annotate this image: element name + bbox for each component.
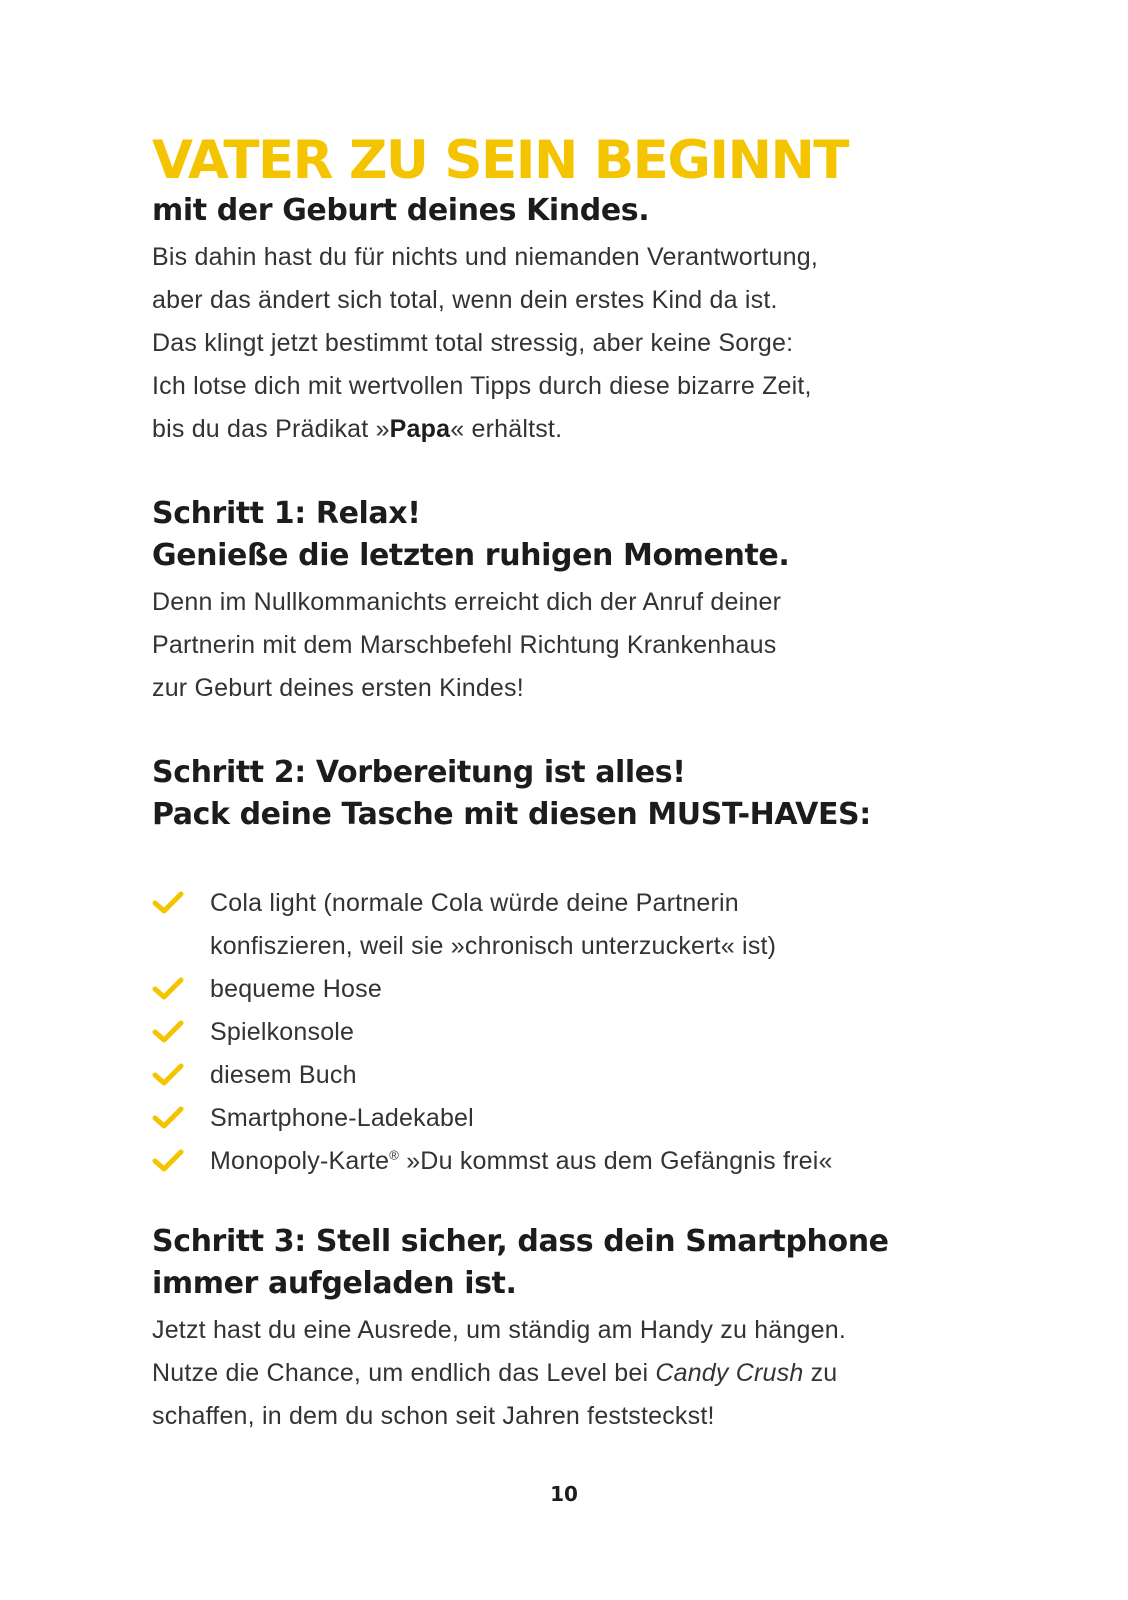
step-1-section xyxy=(152,493,982,710)
list-item-text: bequeme Hose xyxy=(210,975,382,1003)
check-icon xyxy=(152,976,184,1002)
step-3-line-1: Jetzt hast du eine Ausrede, um ständig am Handy zu hängen. xyxy=(152,1316,846,1344)
list-item-text: Smartphone-Ladekabel xyxy=(210,1104,474,1132)
list-item-text xyxy=(210,1140,982,1183)
step-1-heading-1: Schritt 1: Relax! xyxy=(152,496,421,531)
step-3-line-2 xyxy=(152,1352,982,1395)
check-icon xyxy=(152,890,184,916)
step-1-line-3: zur Geburt deines ersten Kindes! xyxy=(152,674,524,702)
candy-crush-italic: Candy Crush xyxy=(655,1359,804,1387)
list-item xyxy=(152,1011,982,1054)
page-title: VATER ZU SEIN BEGINNT xyxy=(152,130,848,191)
step-3-line-3: schaffen, in dem du schon seit Jahren feststeckst! xyxy=(152,1402,715,1430)
list-item-text-pre: Monopoly-Karte xyxy=(210,1147,390,1175)
step-1-heading-2: Genieße die letzten ruhigen Momente. xyxy=(152,538,790,573)
intro-paragraph xyxy=(152,236,982,451)
list-item xyxy=(152,1054,982,1097)
intro-papa-bold: Papa xyxy=(389,415,451,443)
check-icon xyxy=(152,1019,184,1045)
step-2-heading-2: Pack deine Tasche mit diesen MUST-HAVES: xyxy=(152,797,871,832)
list-item-text: diesem Buch xyxy=(210,1061,357,1089)
step-3-heading-2: immer aufgeladen ist. xyxy=(152,1266,517,1301)
step-3-line-2-pre: Nutze die Chance, um endlich das Level bei xyxy=(152,1359,656,1387)
step-3-paragraph xyxy=(152,1309,982,1438)
list-item xyxy=(152,1097,982,1140)
registered-mark: ® xyxy=(389,1147,400,1163)
list-item xyxy=(152,882,982,968)
step-3-heading-1: Schritt 3: Stell sicher, dass dein Smartphone xyxy=(152,1224,889,1259)
intro-line-4: Ich lotse dich mit wertvollen Tipps durch diese bizarre Zeit, xyxy=(152,372,812,400)
intro-line-1: Bis dahin hast du für nichts und niemanden Verantwortung, xyxy=(152,243,818,271)
step-2-section xyxy=(152,752,982,1183)
must-haves-list xyxy=(152,882,982,1183)
list-item-text: Spielkonsole xyxy=(210,1018,355,1046)
step-3-section xyxy=(152,1221,982,1438)
page-content xyxy=(152,128,982,1438)
intro-line-3: Das klingt jetzt bestimmt total stressig, aber keine Sorge: xyxy=(152,329,794,357)
intro-line-5-pre: bis du das Prädikat » xyxy=(152,415,390,443)
intro-line-2: aber das ändert sich total, wenn dein erstes Kind da ist. xyxy=(152,286,778,314)
list-item xyxy=(152,968,982,1011)
check-icon xyxy=(152,1148,184,1174)
intro-line-5-post: « erhältst. xyxy=(450,415,563,443)
list-item xyxy=(152,1140,982,1183)
page-subtitle: mit der Geburt deines Kindes. xyxy=(152,193,650,228)
list-item-line-1: Cola light (normale Cola würde deine Partnerin xyxy=(210,889,739,917)
list-item-text-post: »Du kommst aus dem Gefängnis frei« xyxy=(399,1147,833,1175)
check-icon xyxy=(152,1105,184,1131)
step-1-line-1: Denn im Nullkommanichts erreicht dich der Anruf deiner xyxy=(152,588,782,616)
list-item-line-2: konfiszieren, weil sie »chronisch unterzuckert« ist) xyxy=(210,932,777,960)
intro-line-5 xyxy=(152,408,982,451)
step-1-paragraph xyxy=(152,581,982,710)
check-icon xyxy=(152,1062,184,1088)
page-number: 10 xyxy=(550,1482,578,1506)
step-2-heading-1: Schritt 2: Vorbereitung ist alles! xyxy=(152,755,686,790)
step-3-line-2-post: zu xyxy=(803,1359,838,1387)
step-1-line-2: Partnerin mit dem Marschbefehl Richtung Krankenhaus xyxy=(152,631,777,659)
